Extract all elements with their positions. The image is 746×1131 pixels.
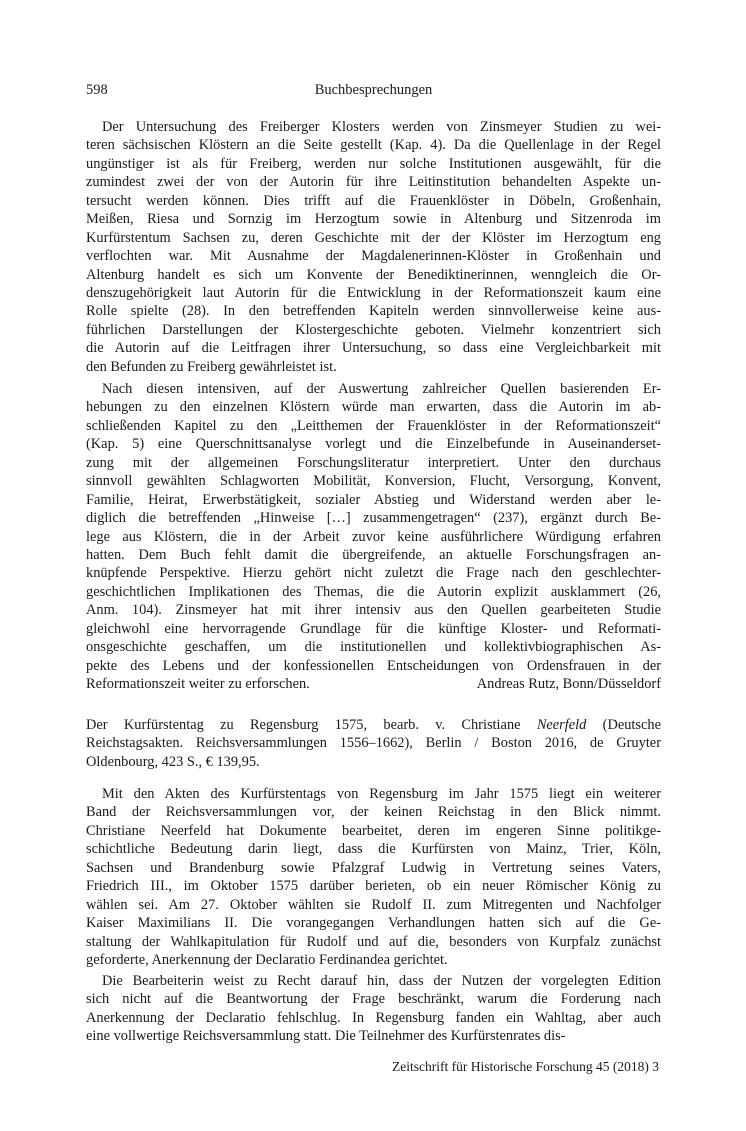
text-line: Reformationszeit weiter zu erforschen.: [86, 676, 310, 692]
text-line: denszugehörigkeit laut Autorin für die Entwicklung in der Reformationszeit kaum eine: [86, 284, 661, 301]
running-title: Buchbesprechungen: [314, 82, 433, 98]
text-line: den Befunden zu Freiberg gewährleistet ist.: [86, 358, 337, 375]
text-line: teren sächsischen Klöstern an die Seite gestellt (Kap. 4). Da die Quellenlage in der Regel: [86, 137, 661, 154]
text-line: Der Untersuchung des Freiberger Klosters werden von Zinsmeyer Studien zu wei-: [102, 119, 661, 135]
text-line: Kaiser Maximilians II. Die vorangegangen Verhandlungen hatten sich auf die Ge-: [86, 915, 661, 932]
text-line: hatten. Dem Buch fehlt damit die übergreifende, an aktuelle Forschungsfragen an-: [86, 546, 661, 563]
text-line: (Kap. 5) eine Querschnittsanalyse vorlegt und die Einzelbefunde in Auseinanderset-: [86, 436, 661, 453]
citation-line: [86, 734, 661, 752]
review2-paragraph-2: [86, 972, 661, 1046]
text-line: knüpfende Perspektive. Hierzu gehört nicht zuletzt die Frage nach den geschlechter-: [86, 565, 661, 582]
text-line: sich nicht auf die Beantwortung der Frage beschränkt, warum die Forderung nach: [86, 991, 661, 1008]
editor-name: Neerfeld: [536, 717, 587, 733]
text-line: lege aus Klöstern, die in der Arbeit zuvor keine ausführlichere Würdigung erfahren: [86, 528, 661, 545]
text-line: Nach diesen intensiven, auf der Auswertung zahlreicher Quellen basierenden Er-: [102, 381, 661, 397]
citation-line: [86, 716, 661, 734]
text-line: Anm. 104). Zinsmeyer hat mit ihrer intensiv aus den Quellen gearbeiteten Studie: [86, 602, 661, 619]
text-line: Meißen, Riesa und Sornzig im Herzogtum sowie in Altenburg und Sitzenroda im: [86, 211, 661, 228]
citation-text: Reichstagsakten. Reichsversammlungen 1556–1662), Berlin / Boston 2016, de Gruyter: [86, 735, 661, 752]
review1-paragraph-2: [86, 380, 661, 693]
text-line: Band der Reichsversammlungen vor, der keinen Reichstag in den Blick nimmt.: [86, 804, 661, 821]
text-line: Familie, Heirat, Erwerbstätigkeit, sozialer Abstieg und Widerstand werden aber le-: [86, 491, 661, 508]
text-line: geschichtlichen Implikationen des Themas, die die Autorin explizit ausklammert (26,: [86, 583, 661, 600]
text-line: zung mit der allgemeinen Forschungsliteratur interpretiert. Unter den durchaus: [86, 454, 661, 471]
text-line: onsgeschichte geschaffen, um die institutionellen und kollektivbiographischen As-: [86, 639, 661, 656]
text-line: führlichen Darstellungen der Klostergeschichte geboten. Vielmehr konzentriert sich: [86, 321, 661, 338]
text-line: wählen sei. Am 27. Oktober wählten sie Rudolf II. zum Mitregenten und Nachfolger: [86, 896, 661, 913]
text-line: diglich die betreffenden „Hinweise […] zusammengetragen“ (237), ergänzt durch Be-: [86, 510, 661, 527]
text-line: Mit den Akten des Kurfürstentags von Regensburg im Jahr 1575 liegt ein weiterer: [102, 786, 661, 802]
text-line: schichtliche Bedeutung darin liegt, dass die Kurfürsten von Mainz, Trier, Köln,: [86, 841, 661, 858]
text-line: hebungen zu den einzelnen Klöstern würde man erwarten, dass die Autorin im ab-: [86, 399, 661, 416]
journal-footer: Zeitschrift für Historische Forschung 45 (2018) 3: [392, 1059, 659, 1074]
text-line: tersucht werden können. Dies trifft auf die Frauenklöster in Döbeln, Großenhain,: [86, 192, 661, 209]
document-page: [86, 0, 661, 1131]
text-line: ungünstiger ist als für Freiberg, werden nur solche Institutionen ausgewählt, für die: [86, 155, 661, 172]
text-line: die Autorin auf die Leitfragen ihrer Untersuchung, so dass eine Vergleichbarkeit mit: [86, 340, 661, 357]
text-line: geforderte, Anerkennung der Declaratio Ferdinandea gerichtet.: [86, 951, 448, 968]
text-line: verflochten war. Mit Ausnahme der Magdalenerinnen-Klöster in Großenhain und: [86, 248, 661, 265]
text-line: zumindest zwei der von der Autorin für ihre Leitinstitution behandelten Aspekte un-: [86, 174, 661, 191]
page-header: [86, 82, 661, 102]
page-number: 598: [86, 82, 108, 98]
text-line: schließenden Kapitel zu den „Leitthemen der Frauenklöster in der Reformationszeit“: [86, 417, 661, 434]
text-line: gleichwohl eine hervorragende Grundlage für die künftige Kloster- und Reformati-: [86, 620, 661, 637]
text-line: sinnvoll gewählten Schlagworten Mobilität, Konversion, Flucht, Versorgung, Konvent,: [86, 473, 661, 490]
text-line: Altenburg handelt es sich um Konvente der Benediktinerinnen, wenngleich die Or-: [86, 266, 661, 283]
text-line: Christiane Neerfeld hat Dokumente bearbeitet, deren im engeren Sinne politikge-: [86, 822, 661, 839]
review1-paragraph-1: [86, 118, 661, 376]
text-line: Kurfürstentum Sachsen zu, deren Geschichte mit der der Klöster im Herzogtum eng: [86, 229, 661, 246]
citation-text: Der Kurfürstentag zu Regensburg 1575, bearb. v. Christiane: [86, 717, 537, 733]
text-line: eine vollwertige Reichsversammlung statt. Die Teilnehmer des Kurfürstenrates dis-: [86, 1028, 566, 1045]
citation-line: [86, 753, 661, 771]
text-line: Sachsen und Brandenburg sowie Pfalzgraf Ludwig in Vertretung seines Vaters,: [86, 859, 661, 876]
review2-paragraph-1: [86, 785, 661, 969]
citation-text: Oldenbourg, 423 S., € 139,95.: [86, 753, 260, 770]
text-line: pekte des Lebens und der konfessionellen Entscheidungen von Ordensfrauen in der: [86, 657, 661, 674]
text-line: Anerkennung der Declaratio fehlschlug. In Regensburg fanden ein Wahltag, aber auch: [86, 1009, 661, 1026]
citation-text: (Deutsche: [586, 717, 661, 733]
text-line: Friedrich III., im Oktober 1575 darüber berieten, ob ein neuer Römischer König zu: [86, 878, 661, 895]
text-line: Die Bearbeiterin weist zu Recht darauf hin, dass der Nutzen der vorgelegten Edition: [102, 973, 661, 989]
text-line: Rolle spielte (28). In den betreffenden Kapiteln werden sinnvollerweise keine aus-: [86, 303, 661, 320]
reviewer-signature: Andreas Rutz, Bonn/Düsseldorf: [476, 676, 661, 692]
text-line: staltung der Wahlkapitulation für Rudolf und auf die, besonders von Kurpfalz zunächst: [86, 933, 661, 950]
review2-citation: [86, 716, 661, 771]
